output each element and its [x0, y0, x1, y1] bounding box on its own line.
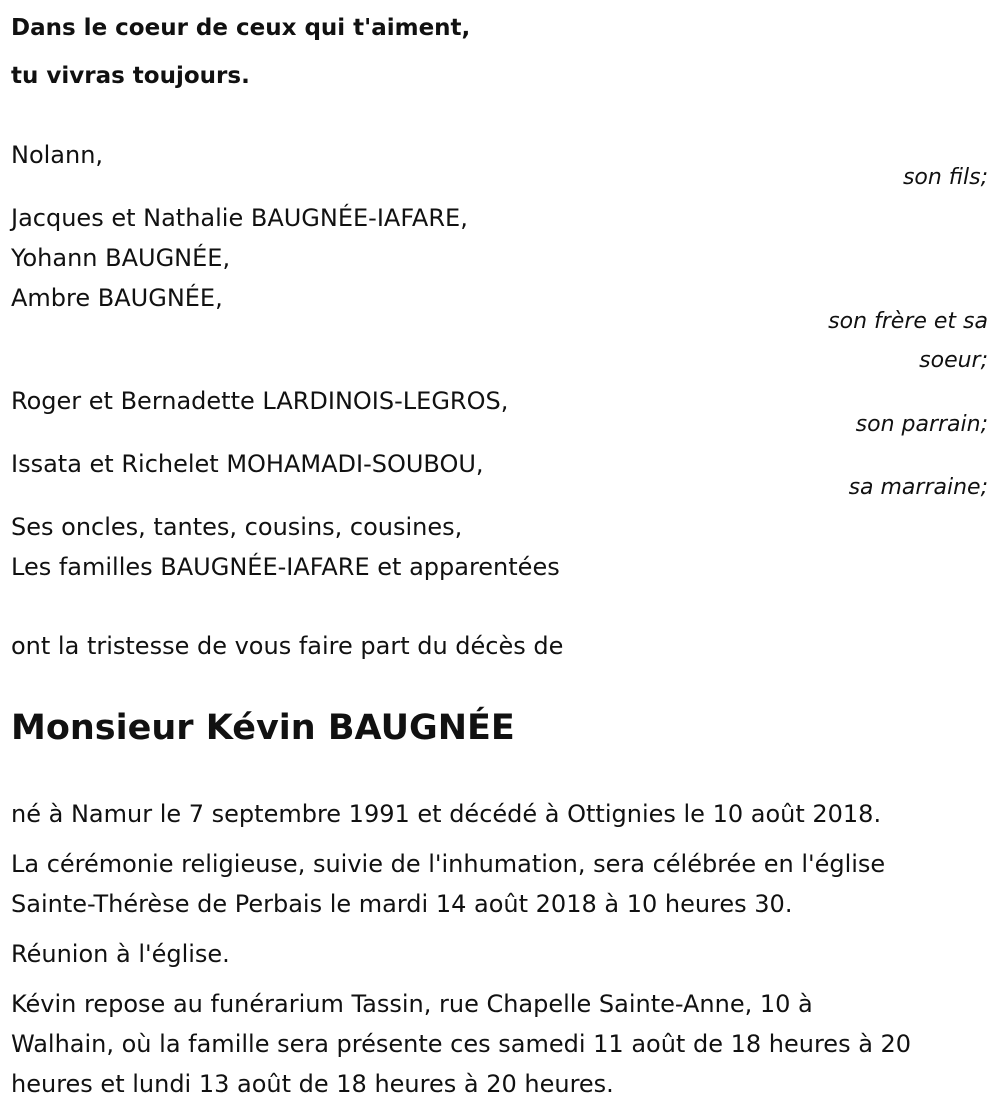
mourner-siblings-role-line-2: soeur; [919, 348, 988, 373]
mourner-godfather-role: son parrain; [855, 412, 988, 437]
ceremony-line-1: La cérémonie religieuse, suivie de l'inhumation, sera célébrée en l'église [11, 850, 886, 878]
announcement-text: ont la tristesse de vous faire part du décès de [11, 632, 564, 660]
mourner-sibling-1: Jacques et Nathalie BAUGNÉE-IAFARE, [11, 204, 468, 232]
mourner-sibling-3: Ambre BAUGNÉE, [11, 284, 223, 312]
mourner-son-role: son fils; [902, 165, 988, 190]
ceremony-line-2: Sainte-Thérèse de Perbais le mardi 14 août 2018 à 10 heures 30. [11, 890, 793, 918]
mourner-family-line-2: Les familles BAUGNÉE-IAFARE et apparentées [11, 553, 560, 581]
mourner-godmother-role: sa marraine; [848, 475, 988, 500]
mourner-siblings-role-line-1: son frère et sa [828, 309, 988, 334]
mourner-sibling-2: Yohann BAUGNÉE, [11, 244, 231, 272]
reunion-text: Réunion à l'église. [11, 940, 230, 968]
funeral-home-line-3: heures et lundi 13 août de 18 heures à 20 heures. [11, 1070, 614, 1098]
mourner-family-line-1: Ses oncles, tantes, cousins, cousines, [11, 513, 463, 541]
mourner-godfather-name: Roger et Bernadette LARDINOIS-LEGROS, [11, 387, 509, 415]
birth-death-text: né à Namur le 7 septembre 1991 et décédé à Ottignies le 10 août 2018. [11, 800, 882, 828]
funeral-home-line-1: Kévin repose au funérarium Tassin, rue Chapelle Sainte-Anne, 10 à [11, 990, 813, 1018]
mourner-godmother-name: Issata et Richelet MOHAMADI-SOUBOU, [11, 450, 484, 478]
epigraph-line-2: tu vivras toujours. [11, 63, 250, 89]
funeral-home-line-2: Walhain, où la famille sera présente ces samedi 11 août de 18 heures à 20 [11, 1030, 912, 1058]
deceased-name: Monsieur Kévin BAUGNÉE [11, 708, 515, 748]
epigraph-line-1: Dans le coeur de ceux qui t'aiment, [11, 15, 471, 41]
mourner-son-name: Nolann, [11, 141, 104, 169]
